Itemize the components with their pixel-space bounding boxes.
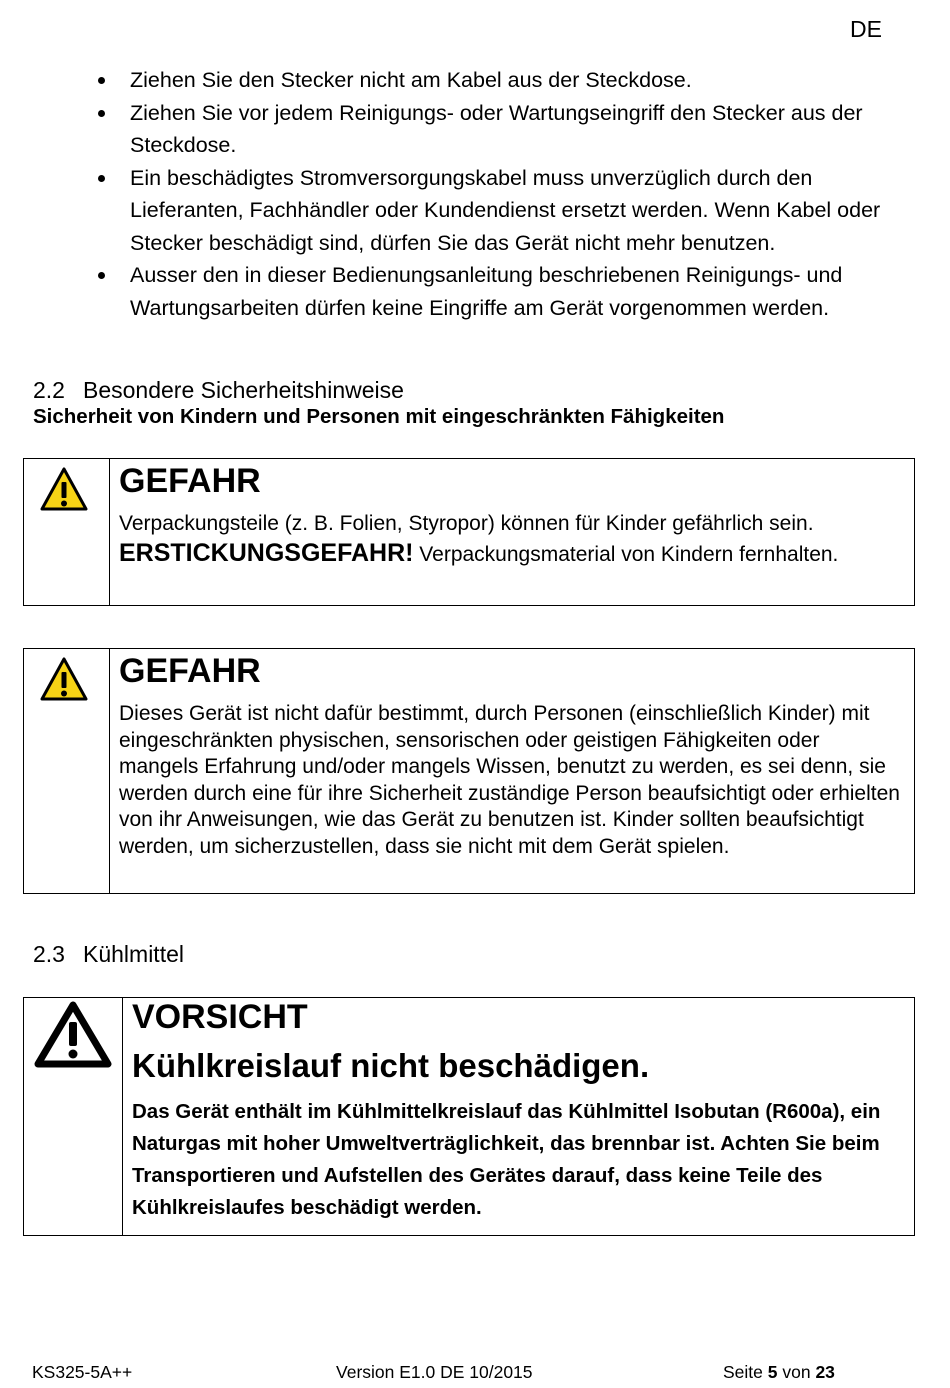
danger-text: ERSTICKUNGSGEFAHR! Verpackungsmaterial von Kindern fernhalten. [119, 538, 839, 567]
bullet-icon [98, 110, 105, 117]
footer-model: KS325-5A++ [32, 1362, 133, 1382]
caution-text: Das Gerät enthält im Kühlmittelkreislauf das Kühlmittel Isobutan (R600a), ein Naturgas mit hoher Umweltverträglichkeit, das brennbar ist. Achten Sie beim Transportieren und Aufstellen des Gerätes darauf, dass keine Teile des Kühlkreislaufes beschädigt werden. [132, 1100, 881, 1219]
caution-subheading: Kühlkreislauf nicht beschädigen. [132, 1047, 650, 1084]
icon-column [24, 649, 110, 893]
list-item: Ziehen Sie den Stecker nicht am Kabel aus der Steckdose. [98, 64, 898, 97]
bullet-icon [98, 272, 105, 279]
safety-bullet-list [98, 64, 898, 324]
danger-line: Verpackungsteile (z. B. Folien, Styropor) können für Kinder gefährlich sein. [119, 512, 814, 535]
language-code: DE [850, 16, 882, 42]
caution-box-refrigerant [23, 997, 915, 1236]
danger-heading: GEFAHR [119, 462, 261, 500]
bullet-icon [98, 175, 105, 182]
caution-heading: VORSICHT [132, 998, 308, 1036]
section-heading-2-3: 2.3 Kühlmittel [33, 941, 184, 967]
danger-box-content [119, 649, 904, 860]
icon-column [24, 998, 123, 1235]
footer-page-number: Seite 5 von 23 [723, 1362, 835, 1382]
danger-box-content [119, 459, 904, 570]
footer-version: Version E1.0 DE 10/2015 [336, 1362, 533, 1382]
list-item: Ausser den in dieser Bedienungsanleitung beschriebenen Reinigungs- und Wartungsarbeiten dürfen keine Eingriffe am Gerät vorgenommen werden. [98, 259, 898, 324]
danger-box-persons [23, 648, 915, 894]
danger-box-packaging [23, 458, 915, 606]
caution-triangle-icon [33, 1000, 113, 1070]
suffocation-warning: ERSTICKUNGSGEFAHR! [119, 538, 414, 567]
section-heading-2-2: 2.2 Besondere Sicherheitshinweise [33, 377, 404, 403]
warning-triangle-icon [38, 655, 90, 703]
list-item: Ein beschädigtes Stromversorgungskabel muss unverzüglich durch den Lieferanten, Fachhändler oder Kundendienst ersetzt werden. Wenn Kabel oder Stecker beschädigt sind, dürfen Sie das Gerät nicht mehr benutzen. [98, 162, 898, 260]
section-subtitle: Sicherheit von Kindern und Personen mit eingeschränkten Fähigkeiten [33, 405, 725, 428]
danger-text: Dieses Gerät ist nicht dafür bestimmt, durch Personen (einschließlich Kinder) mit eingeschränkten physischen, sensorischen oder geistigen Fähigkeiten oder mangels Erfahrung und/oder mangels Wissen, benutzt zu werden, es sei denn, sie werden durch eine für ihre Sicherheit zuständige Person beaufsichtigt oder erhielten von ihr Anweisungen, wie das Gerät zu benutzen ist. Kinder sollten beaufsichtigt werden, um sicherzustellen, dass sie nicht mit dem Gerät spielen. [119, 702, 900, 858]
icon-column [24, 459, 110, 605]
warning-triangle-icon [38, 465, 90, 513]
list-item: Ziehen Sie vor jedem Reinigungs- oder Wartungseingriff den Stecker aus der Steckdose. [98, 97, 898, 162]
caution-box-content [132, 998, 904, 1224]
danger-heading: GEFAHR [119, 652, 261, 690]
bullet-icon [98, 77, 105, 84]
